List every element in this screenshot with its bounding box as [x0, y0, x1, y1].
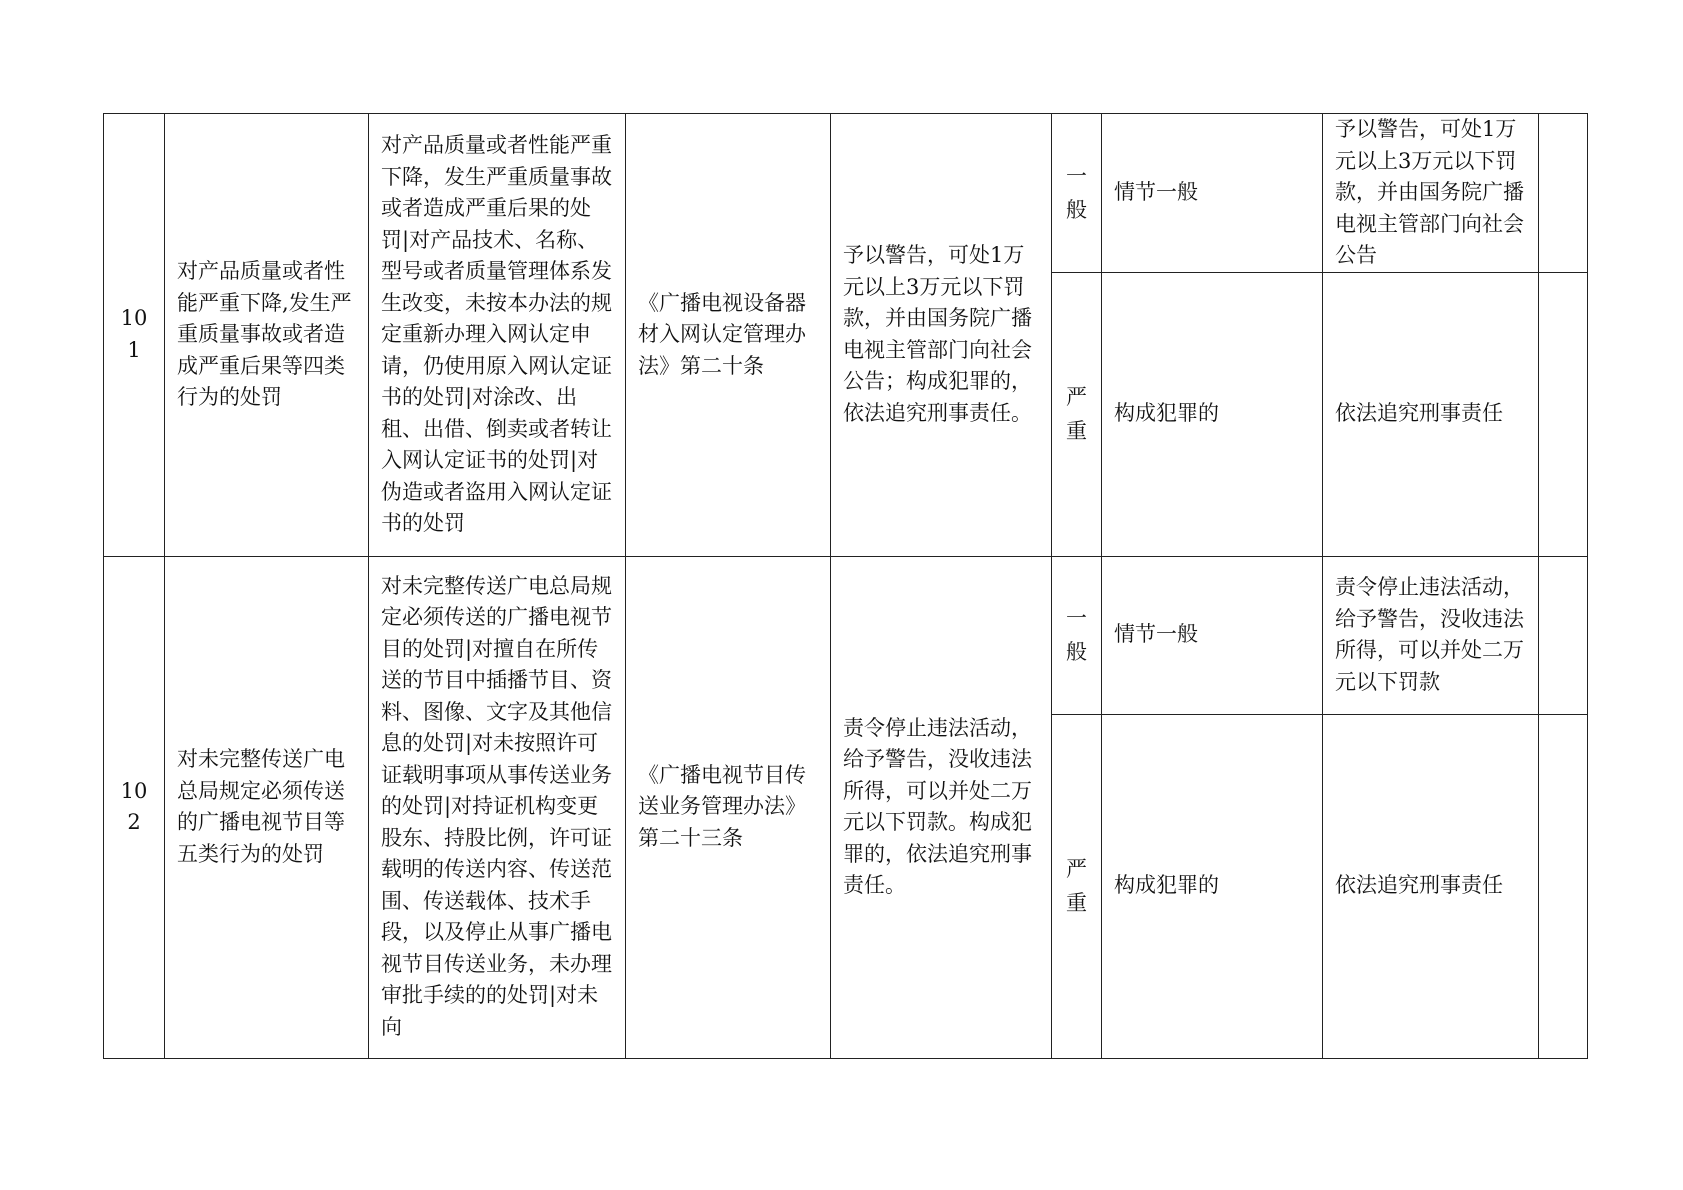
note-cell: [1539, 714, 1588, 1058]
level-label: 一般: [1066, 606, 1087, 664]
level-cell: [1052, 272, 1102, 556]
sub-items: 对未完整传送广电总局规定必须传送的广播电视节目的处罚|对擅自在所传送的节目中插播节目、资料、图像、文字及其他信息的处罚|对未按照许可证载明事项从事传送业务的处罚|对持证机构变更股东、持股比例，许可证载明的传送内容、传送范围、传送载体、技术手段，以及停止从事广播电视节目传送业务，未办理审批手续的的处罚|对未向: [369, 556, 626, 1058]
level-label: 一般: [1066, 163, 1087, 222]
standard-cell: 依法追究刑事责任: [1323, 272, 1539, 556]
standard-cell: 依法追究刑事责任: [1323, 714, 1539, 1058]
note-cell: [1539, 114, 1588, 273]
level-cell: [1052, 114, 1102, 273]
circumstance-cell: 构成犯罪的: [1102, 714, 1323, 1058]
standard-cell: 予以警告，可处1万元以上3万元以下罚款，并由国务院广播电视主管部门向社会公告: [1323, 114, 1539, 273]
circumstance-cell: 情节一般: [1102, 556, 1323, 714]
circumstance-cell: 构成犯罪的: [1102, 272, 1323, 556]
level-label: 严重: [1066, 857, 1087, 915]
penalty-provision: 责令停止违法活动，给予警告，没收违法所得，可以并处二万元以下罚款。构成犯罪的，依法追究刑事责任。: [831, 556, 1052, 1058]
penalty-provision: 予以警告，可处1万元以上3万元以下罚款，并由国务院广播电视主管部门向社会公告；构成犯罪的，依法追究刑事责任。: [831, 114, 1052, 557]
level-label: 严重: [1066, 385, 1087, 443]
level-cell: [1052, 556, 1102, 714]
legal-basis: 《广播电视设备器材入网认定管理办法》第二十条: [626, 114, 831, 557]
level-cell: [1052, 714, 1102, 1058]
circumstance-cell: 情节一般: [1102, 114, 1323, 273]
penalty-standard-table: [103, 113, 1588, 1059]
item-name: 对未完整传送广电总局规定必须传送的广播电视节目等五类行为的处罚: [165, 556, 369, 1058]
note-cell: [1539, 556, 1588, 714]
item-name: 对产品质量或者性能严重下降,发生严重质量事故或者造成严重后果等四类行为的处罚: [165, 114, 369, 557]
item-number: 102: [104, 556, 165, 1058]
table-row: [104, 114, 1588, 273]
note-cell: [1539, 272, 1588, 556]
table-row: [104, 556, 1588, 714]
standard-cell: 责令停止违法活动，给予警告，没收违法所得，可以并处二万元以下罚款: [1323, 556, 1539, 714]
item-number: 101: [104, 114, 165, 557]
legal-basis: 《广播电视节目传送业务管理办法》第二十三条: [626, 556, 831, 1058]
sub-items: 对产品质量或者性能严重下降，发生严重质量事故或者造成严重后果的处罚|对产品技术、名称、型号或者质量管理体系发生改变，未按本办法的规定重新办理入网认定申请，仍使用原入网认定证书的处罚|对涂改、出租、出借、倒卖或者转让入网认定证书的处罚|对伪造或者盗用入网认定证书的处罚: [369, 114, 626, 557]
